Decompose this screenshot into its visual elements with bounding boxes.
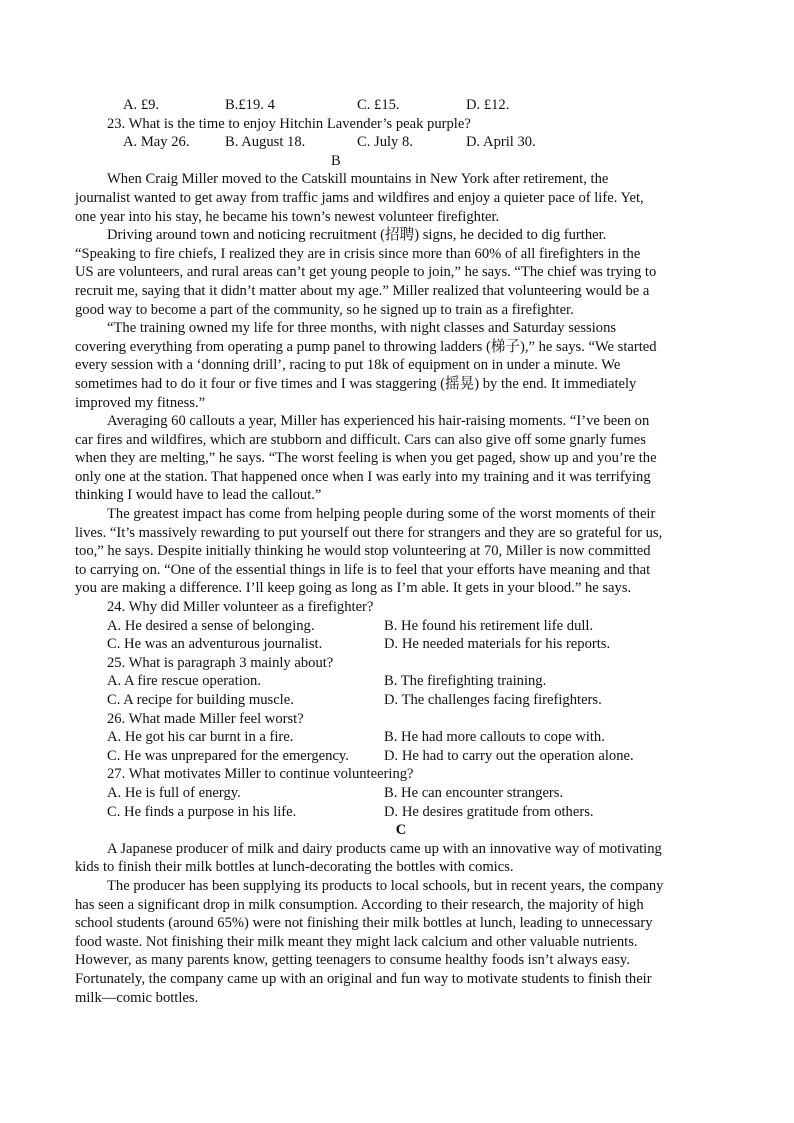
text-line: sometimes had to do it four or five times and I was staggering (摇晃) by the end. It immediately xyxy=(75,375,637,392)
text-line: When Craig Miller moved to the Catskill mountains in New York after retirement, the xyxy=(107,171,609,188)
option-d: D. He desires gratitude from others. xyxy=(384,803,594,820)
q22-option-c: C. £15. xyxy=(357,97,400,113)
text-line: thinking I would have to lead the callout.” xyxy=(75,487,322,504)
q23-option-d: D. April 30. xyxy=(466,134,536,151)
text-line: journalist wanted to get away from traffic jams and wildfires and enjoy a quieter pace of life. Yet, xyxy=(75,189,644,206)
text-line: A Japanese producer of milk and dairy products came up with an innovative way of motivating xyxy=(107,840,662,857)
option-d: D. The challenges facing firefighters. xyxy=(384,692,602,708)
q22-option-a: A. £9. xyxy=(123,97,160,113)
option-c: C. He finds a purpose in his life. xyxy=(107,803,297,820)
option-row xyxy=(75,672,727,691)
section-b-heading: B xyxy=(331,152,341,169)
question-stem: 24. Why did Miller volunteer as a firefighter? xyxy=(107,599,374,616)
q22-option-d: D. £12. xyxy=(466,97,510,113)
text-line: improved my fitness.” xyxy=(75,394,206,411)
question-26 xyxy=(75,710,727,766)
option-row xyxy=(75,803,727,822)
option-c: C. He was unprepared for the emergency. xyxy=(107,747,349,764)
q22-options xyxy=(75,96,727,115)
option-row xyxy=(75,784,727,803)
section-b-paragraph-5 xyxy=(75,505,727,598)
section-b-paragraph-3 xyxy=(75,319,727,412)
text-line: every session with a ‘donning drill’, racing to put 18k of equipment on in under a minute. We xyxy=(75,357,621,374)
section-c-paragraph-2 xyxy=(75,877,727,1007)
text-line: school students (around 65%) were not finishing their milk bottles at lunch, leading to unnecessary xyxy=(75,915,653,932)
option-row xyxy=(75,747,727,766)
option-c: C. A recipe for building muscle. xyxy=(107,692,294,708)
option-b: B. He had more callouts to cope with. xyxy=(384,729,605,746)
option-row xyxy=(75,691,727,710)
text-line: Driving around town and noticing recruitment (招聘) signs, he decided to dig further. xyxy=(107,227,607,244)
text-line: to carrying on. “One of the essential things in life is to feel that your efforts have meaning and that xyxy=(75,561,651,578)
question-stem: 27. What motivates Miller to continue volunteering? xyxy=(107,766,414,783)
option-row xyxy=(75,635,727,654)
q22-option-b: B.£19. 4 xyxy=(225,97,275,113)
text-line: food waste. Not finishing their milk meant they might lack calcium and other valuable nutrients. xyxy=(75,933,638,950)
text-line: has seen a significant drop in milk consumption. According to their research, the majority of high xyxy=(75,896,644,913)
text-line: “Speaking to fire chiefs, I realized they are in crisis since more than 60% of all firefighters in the xyxy=(75,245,641,262)
q23-stem: 23. What is the time to enjoy Hitchin Lavender’s peak purple? xyxy=(107,115,471,132)
text-line: The greatest impact has come from helping people during some of the worst moments of their xyxy=(107,506,656,523)
option-c: C. He was an adventurous journalist. xyxy=(107,636,323,653)
question-stem: 26. What made Miller feel worst? xyxy=(107,710,304,727)
text-line: covering everything from operating a pump panel to throwing ladders (梯子),” he says. “We started xyxy=(75,338,657,355)
text-line: lives. “It’s massively rewarding to put yourself out there for strangers and they are so grateful for us, xyxy=(75,524,663,541)
option-a: A. He is full of energy. xyxy=(107,784,241,801)
text-line: one year into his stay, he became his town’s newest volunteer firefighter. xyxy=(75,208,500,225)
option-d: D. He needed materials for his reports. xyxy=(384,636,611,653)
option-a: A. He got his car burnt in a fire. xyxy=(107,729,294,746)
section-c-paragraph-1 xyxy=(75,840,727,877)
text-line: recruit me, saying that it didn’t matter about my age.” Miller realized that volunteering would be a xyxy=(75,282,650,299)
text-line: too,” he says. Despite initially thinking he would stop volunteering at 70, Miller is now committed xyxy=(75,543,651,560)
q23-option-b: B. August 18. xyxy=(225,134,306,151)
q23-options xyxy=(75,133,727,152)
option-d: D. He had to carry out the operation alone. xyxy=(384,747,634,764)
option-a: A. A fire rescue operation. xyxy=(107,673,261,690)
question-24 xyxy=(75,598,727,654)
option-b: B. The firefighting training. xyxy=(384,673,547,690)
exam-page xyxy=(75,96,727,1007)
text-line: only one at the station. That happened once when I was early into my training and it was terrifying xyxy=(75,468,651,485)
text-line: when they are melting,” he says. “The worst feeling is when you get paged, show up and you’re the xyxy=(75,450,657,467)
text-line: “The training owned my life for three months, with night classes and Saturday sessions xyxy=(107,320,617,337)
question-stem: 25. What is paragraph 3 mainly about? xyxy=(107,654,334,671)
section-c-heading: C xyxy=(395,822,407,839)
question-27 xyxy=(75,765,727,821)
text-line: The producer has been supplying its products to local schools, but in recent years, the company xyxy=(107,877,664,894)
text-line: good way to become a part of the community, so he signed up to train as a firefighter. xyxy=(75,301,574,318)
section-b-paragraph-4 xyxy=(75,412,727,505)
text-line: However, as many parents know, getting teenagers to consume healthy foods isn’t always easy. xyxy=(75,952,630,969)
option-b: B. He found his retirement life dull. xyxy=(384,617,594,634)
option-a: A. He desired a sense of belonging. xyxy=(107,617,315,634)
text-line: car fires and wildfires, which are stubborn and difficult. Cars can also give off some gnarly fumes xyxy=(75,431,646,448)
text-line: Averaging 60 callouts a year, Miller has experienced his hair-raising moments. “I’ve been on xyxy=(107,413,650,430)
option-b: B. He can encounter strangers. xyxy=(384,784,564,801)
question-25 xyxy=(75,654,727,710)
option-row xyxy=(75,728,727,747)
section-b-paragraph-2 xyxy=(75,226,727,319)
option-row xyxy=(75,617,727,636)
text-line: US are volunteers, and rural areas can’t get young people to join,” he says. “The chief was trying to xyxy=(75,264,657,281)
q23-option-c: C. July 8. xyxy=(357,134,413,151)
q23-option-a: A. May 26. xyxy=(123,134,190,151)
text-line: you are making a difference. I’ll keep going as long as I’m able. It gets in your blood.” he says. xyxy=(75,580,632,597)
text-line: kids to finish their milk bottles at lunch-decorating the bottles with comics. xyxy=(75,859,514,876)
text-line: milk—comic bottles. xyxy=(75,989,199,1006)
section-b-paragraph-1 xyxy=(75,170,727,226)
text-line: Fortunately, the company came up with an original and fun way to motivate students to finish their xyxy=(75,970,652,987)
